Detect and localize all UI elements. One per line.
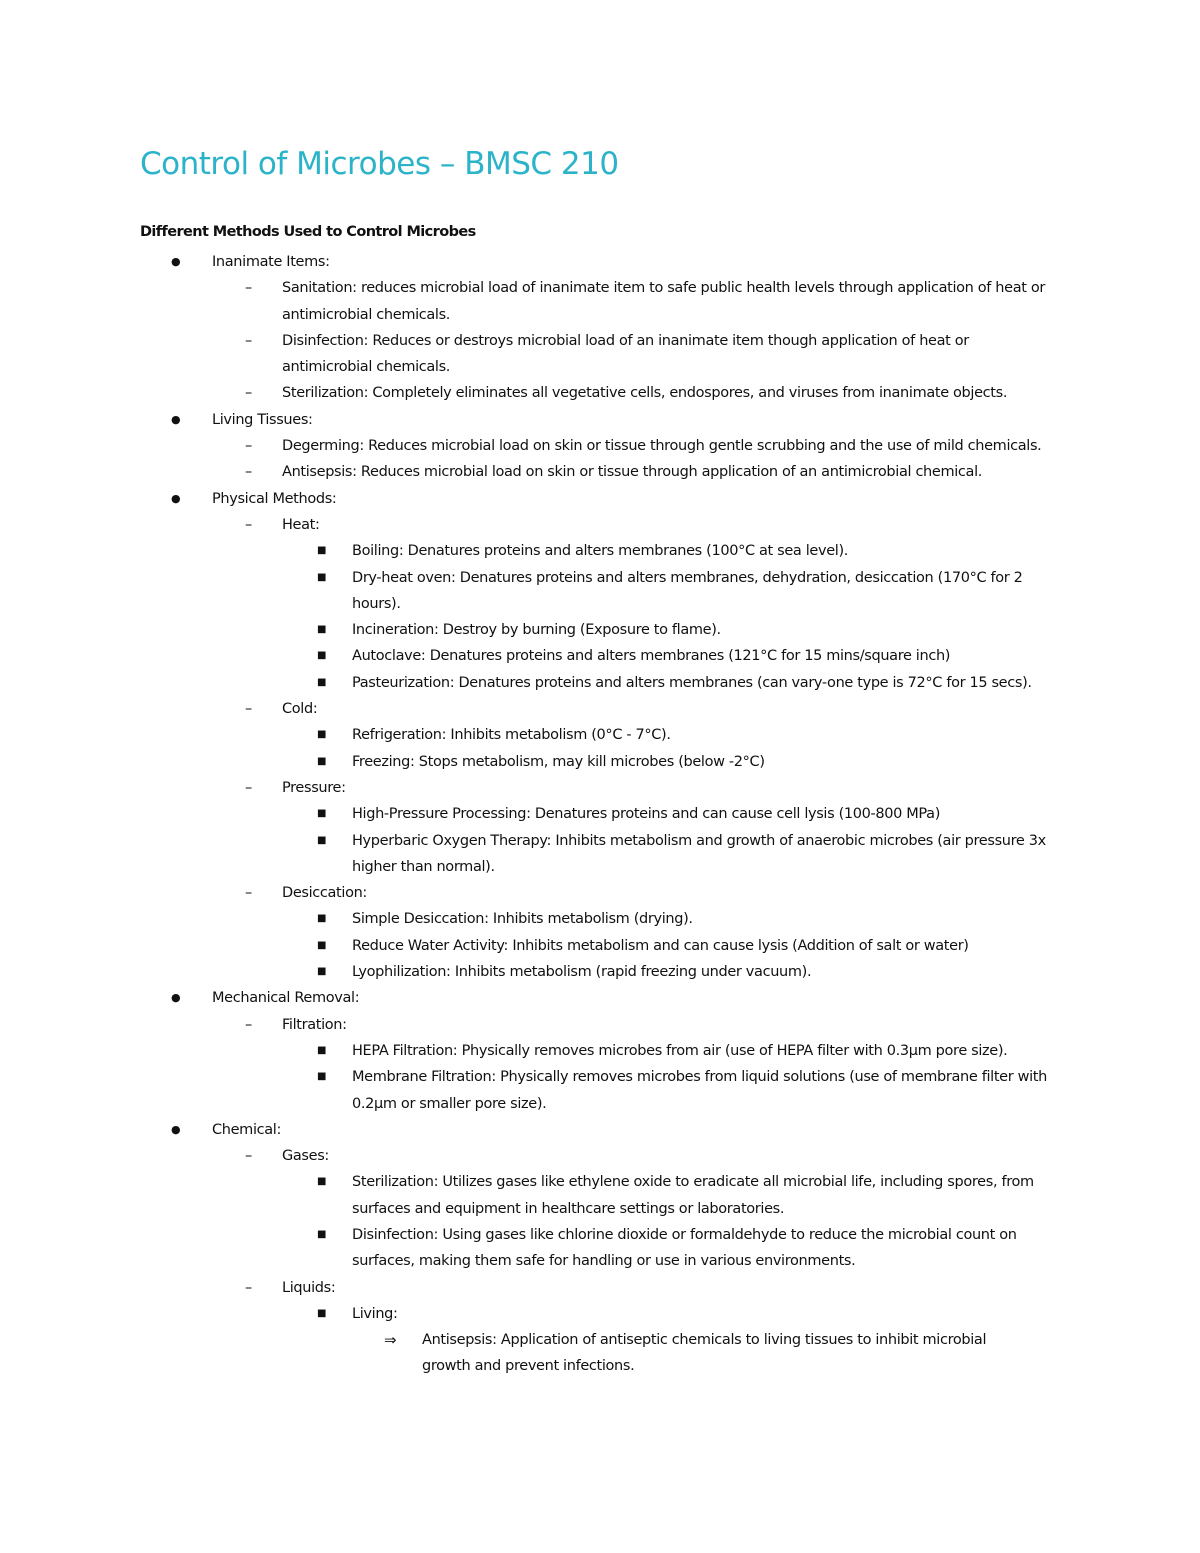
- square-bullet-icon: ■: [317, 1307, 327, 1319]
- outline-item-text: Hyperbaric Oxygen Therapy: Inhibits metabolism and growth of anaerobic microbes (air pressure 3x higher than normal).: [352, 832, 1046, 875]
- section-heading: Different Methods Used to Control Microbes: [140, 224, 476, 240]
- dash-icon: –: [245, 1016, 252, 1033]
- outline-item-level-3: [0, 828, 1200, 881]
- outline-item-text: Disinfection: Using gases like chlorine dioxide or formaldehyde to reduce the microbial count on surfaces, making them safe for handling or use in various environments.: [352, 1226, 1017, 1270]
- outline-item-text: Disinfection: Reduces or destroys microbial load of an inanimate item though application of heat or antimicrobial chemicals.: [282, 332, 969, 376]
- bullet-icon: ●: [171, 491, 181, 505]
- page-title: Control of Microbes – BMSC 210: [140, 146, 619, 182]
- bullet-icon: ●: [171, 255, 181, 268]
- outline-item-level-2: [0, 433, 1200, 459]
- dash-icon: –: [245, 1279, 252, 1296]
- outline-item-text: Liquids:: [282, 1279, 336, 1296]
- outline-item-text: Physical Methods:: [212, 490, 337, 507]
- square-bullet-icon: ■: [317, 808, 327, 820]
- outline-item-text: HEPA Filtration: Physically removes microbes from air (use of HEPA filter with 0.3µm pore size).: [352, 1042, 1008, 1059]
- outline-item-level-2: [0, 512, 1200, 538]
- dash-icon: –: [245, 516, 252, 533]
- methods-outline: [0, 249, 1200, 1380]
- outline-item-text: Reduce Water Activity: Inhibits metabolism and can cause lysis (Addition of salt or water): [352, 937, 969, 954]
- outline-item-text: Mechanical Removal:: [212, 990, 360, 1007]
- outline-item-level-3: [0, 906, 1200, 932]
- outline-item-text: Heat:: [282, 516, 320, 533]
- outline-item-level-3: [0, 1222, 1200, 1275]
- outline-item-level-1: [0, 407, 1200, 433]
- outline-item-level-3: [0, 617, 1200, 643]
- outline-item-level-3: [0, 801, 1200, 827]
- outline-item-text: Living:: [352, 1305, 398, 1322]
- outline-item-level-2: [0, 1275, 1200, 1301]
- outline-item-text: Lyophilization: Inhibits metabolism (rapid freezing under vacuum).: [352, 964, 812, 981]
- right-arrow-icon: ⇒: [384, 1331, 397, 1350]
- dash-icon: –: [245, 438, 252, 455]
- dash-icon: –: [245, 280, 252, 297]
- outline-item-level-3: [0, 959, 1200, 985]
- outline-item-level-3: [0, 722, 1200, 748]
- square-bullet-icon: ■: [317, 755, 327, 767]
- outline-item-text: Freezing: Stops metabolism, may kill microbes (below -2°C): [352, 753, 765, 770]
- outline-item-level-2: [0, 459, 1200, 485]
- dash-icon: –: [245, 1148, 252, 1165]
- outline-item-level-1: [0, 486, 1200, 512]
- outline-item-level-3: [0, 670, 1200, 696]
- outline-item-level-2: [0, 775, 1200, 801]
- outline-item-level-2: [0, 380, 1200, 406]
- bullet-icon: ●: [171, 1122, 181, 1136]
- outline-item-level-3: [0, 1301, 1200, 1327]
- dash-icon: –: [245, 464, 252, 481]
- outline-item-text: Sterilization: Completely eliminates all vegetative cells, endospores, and viruses from inanimate objects.: [282, 385, 1008, 402]
- outline-item-text: Living Tissues:: [212, 411, 313, 428]
- outline-item-level-3: [0, 1169, 1200, 1222]
- outline-item-text: Pressure:: [282, 779, 346, 796]
- dash-icon: –: [245, 885, 252, 902]
- outline-item-text: Boiling: Denatures proteins and alters membranes (100°C at sea level).: [352, 543, 849, 560]
- outline-item-text: Sterilization: Utilizes gases like ethylene oxide to eradicate all microbial life, including spores, from surfaces and equipment in healthcare settings or laboratories.: [352, 1174, 1034, 1217]
- outline-item-level-3: [0, 749, 1200, 775]
- square-bullet-icon: ■: [317, 966, 327, 978]
- outline-item-text: Membrane Filtration: Physically removes microbes from liquid solutions (use of membrane filter with 0.2µm or smaller pore size).: [352, 1069, 1047, 1112]
- outline-item-level-1: [0, 985, 1200, 1011]
- outline-item-text: Degerming: Reduces microbial load on skin or tissue through gentle scrubbing and the use of mild chemicals.: [282, 438, 1042, 455]
- square-bullet-icon: ■: [317, 913, 327, 925]
- bullet-icon: ●: [171, 991, 181, 1005]
- square-bullet-icon: ■: [317, 571, 327, 583]
- outline-item-level-3: [0, 538, 1200, 564]
- outline-item-text: Gases:: [282, 1148, 329, 1165]
- outline-item-level-4: [0, 1327, 1200, 1380]
- outline-item-level-3: [0, 933, 1200, 959]
- outline-item-level-2: [0, 1012, 1200, 1038]
- outline-item-level-1: [0, 1117, 1200, 1143]
- outline-item-text: High-Pressure Processing: Denatures proteins and can cause cell lysis (100-800 MPa): [352, 806, 941, 823]
- outline-item-text: Chemical:: [212, 1121, 282, 1138]
- outline-item-level-2: [0, 275, 1200, 328]
- square-bullet-icon: ■: [317, 1228, 327, 1240]
- square-bullet-icon: ■: [317, 1071, 327, 1083]
- square-bullet-icon: ■: [317, 650, 327, 662]
- outline-item-text: Antisepsis: Application of antiseptic chemicals to living tissues to inhibit microbial growth and prevent infections.: [422, 1332, 987, 1375]
- outline-item-text: Simple Desiccation: Inhibits metabolism (drying).: [352, 911, 693, 928]
- outline-item-level-3: [0, 643, 1200, 669]
- outline-item-level-3: [0, 1038, 1200, 1064]
- outline-item-text: Desiccation:: [282, 885, 367, 902]
- outline-item-text: Antisepsis: Reduces microbial load on skin or tissue through application of an antimicrobial chemical.: [282, 464, 983, 481]
- outline-item-level-1: [0, 249, 1200, 275]
- outline-item-level-3: [0, 565, 1200, 618]
- outline-item-text: Cold:: [282, 701, 318, 718]
- outline-item-level-2: [0, 1143, 1200, 1169]
- outline-item-text: Sanitation: reduces microbial load of inanimate item to safe public health levels through application of heat or antimicrobial chemicals.: [282, 280, 1045, 323]
- outline-item-level-2: [0, 880, 1200, 906]
- outline-item-level-2: [0, 328, 1200, 381]
- dash-icon: –: [245, 779, 252, 796]
- square-bullet-icon: ■: [317, 1044, 327, 1056]
- square-bullet-icon: ■: [317, 1176, 327, 1188]
- square-bullet-icon: ■: [317, 676, 327, 688]
- outline-item-text: Inanimate Items:: [212, 254, 330, 270]
- bullet-icon: ●: [171, 412, 181, 426]
- outline-item-text: Incineration: Destroy by burning (Exposure to flame).: [352, 622, 721, 639]
- outline-item-level-2: [0, 696, 1200, 722]
- outline-item-level-3: [0, 1064, 1200, 1117]
- square-bullet-icon: ■: [317, 939, 327, 951]
- dash-icon: –: [245, 701, 252, 718]
- outline-item-text: Dry-heat oven: Denatures proteins and alters membranes, dehydration, desiccation (170°C for 2 hours).: [352, 569, 1023, 612]
- dash-icon: –: [245, 385, 252, 402]
- outline-item-text: Autoclave: Denatures proteins and alters membranes (121°C for 15 mins/square inch): [352, 648, 951, 665]
- outline-item-text: Filtration:: [282, 1016, 347, 1033]
- square-bullet-icon: ■: [317, 834, 327, 846]
- square-bullet-icon: ■: [317, 545, 327, 557]
- outline-item-text: Pasteurization: Denatures proteins and alters membranes (can vary-one type is 72°C for 15 secs).: [352, 674, 1032, 691]
- outline-item-text: Refrigeration: Inhibits metabolism (0°C - 7°C).: [352, 727, 671, 744]
- dash-icon: –: [245, 332, 252, 349]
- square-bullet-icon: ■: [317, 729, 327, 741]
- square-bullet-icon: ■: [317, 624, 327, 636]
